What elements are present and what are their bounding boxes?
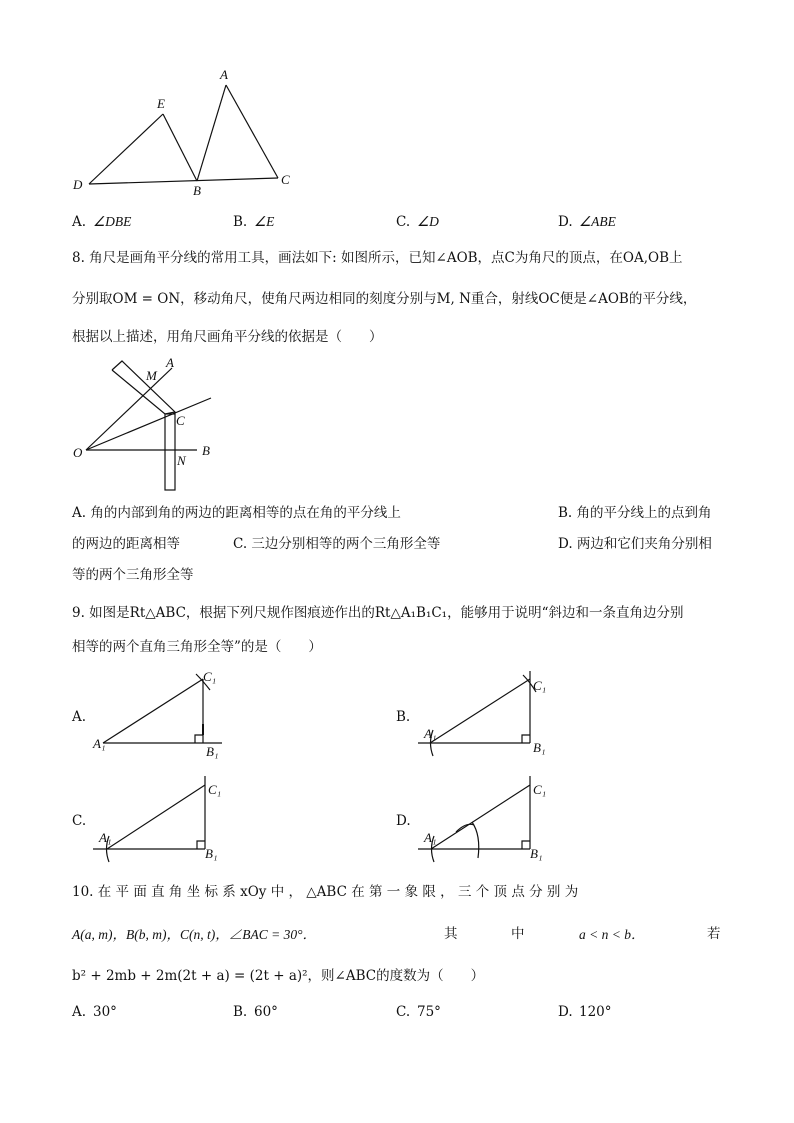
q9-option-d-letter: D. — [396, 813, 411, 829]
q10-option-a-text: 30° — [93, 1004, 117, 1020]
q9-a-label-c1: C₁ — [203, 669, 217, 684]
fig8-label-C: C — [176, 413, 185, 428]
q8-option-d-part2: 等的两个三角形全等 — [72, 567, 194, 583]
q8-option-c: C. 三边分别相等的两个三角形全等 — [233, 536, 441, 552]
q7-option-c-letter: C. — [396, 214, 411, 230]
q10-stem-line3: b² + 2mb + 2m(2t + a) = (2t + a)²，则∠ABC的度数为（ ） — [72, 968, 485, 984]
q10-option-d-text: 120° — [579, 1004, 612, 1020]
q10-option-a-letter: A. — [72, 1004, 87, 1020]
q9-option-b-letter: B. — [396, 709, 411, 725]
q9-c-label-c1: C₁ — [208, 782, 222, 797]
q7-option-a-text: ∠DBE — [93, 214, 132, 229]
q9-c-label-b1: B₁ — [205, 846, 218, 861]
fig8-label-B: B — [202, 443, 210, 458]
q10-option-b-text: 60° — [254, 1004, 278, 1020]
q10-stem-line2-inequality: a < n < b． — [579, 927, 645, 942]
fig7-label-A: A — [220, 67, 228, 82]
q8-option-b-part2: 的两边的距离相等 — [72, 536, 180, 552]
q9-c-label-a1: A₁ — [99, 830, 112, 845]
q9-d-label-b1: B₁ — [530, 846, 543, 861]
fig8-label-A: A — [166, 355, 174, 370]
q7-option-a-letter: A. — [72, 214, 87, 230]
q7-option-d-letter: D. — [558, 214, 573, 230]
q9-b-label-a1: A₁ — [424, 726, 437, 741]
q10-stem-line2-ruo: 若 — [707, 926, 721, 942]
q9-stem-line2: 相等的两个直角三角形全等”的是（ ） — [72, 639, 322, 655]
q9-a-label-b1: B₁ — [206, 744, 219, 759]
fig8-label-M: M — [146, 368, 157, 383]
fig8-label-O: O — [73, 445, 83, 460]
q7-option-b-letter: B. — [233, 214, 248, 230]
q9-b-label-b1: B₁ — [533, 740, 546, 755]
q10-stem-line2-points: A(a, m)，B(b, m)，C(n, t)，∠BAC = 30°． — [72, 927, 316, 942]
q7-option-d-text: ∠ABE — [579, 214, 616, 229]
q9-b-label-c1: C₁ — [533, 678, 547, 693]
q10-option-c-text: 75° — [417, 1004, 441, 1020]
fig7-label-D: D — [73, 177, 83, 192]
q7-option-b-text: ∠E — [254, 214, 275, 229]
q10-stem-line1: 10. 在 平 面 直 角 坐 标 系 xOy 中 ， △ABC 在 第 一 象 限 ， 三 个 顶 点 分 别 为 — [72, 884, 579, 900]
fig8-label-N: N — [177, 453, 186, 468]
q8-option-b-part1: B. 角的平分线上的点到角 — [558, 505, 712, 521]
q10-stem-line2-zhong: 中 — [511, 926, 525, 942]
q9-a-label-a1: A₁ — [93, 736, 106, 751]
q9-option-a-letter: A. — [72, 709, 87, 725]
q10-option-d-letter: D. — [558, 1004, 573, 1020]
q9-d-label-c1: C₁ — [533, 782, 547, 797]
fig7-label-B: B — [193, 183, 201, 198]
q9-option-c-letter: C. — [72, 813, 87, 829]
q8-stem-line2: 分别取OM = ON，移动角尺，使角尺两边相同的刻度分别与M, N重合，射线OC便是∠AOB的平分线， — [72, 291, 697, 307]
q8-stem-line1: 8. 角尺是画角平分线的常用工具，画法如下: 如图所示，已知∠AOB，点C为角尺的顶点，在OA,OB上 — [72, 250, 683, 266]
fig7-label-E: E — [157, 96, 165, 111]
q10-option-c-letter: C. — [396, 1004, 411, 1020]
q9-stem-line1: 9. 如图是Rt△ABC，根据下列尺规作图痕迹作出的Rt△A₁B₁C₁，能够用于说明“斜边和一条直角边分别 — [72, 605, 684, 621]
q8-stem-line3: 根据以上描述，用角尺画角平分线的依据是（ ） — [72, 329, 383, 345]
q10-stem-line2-qi: 其 — [444, 926, 458, 942]
q8-option-d-part1: D. 两边和它们夹角分别相 — [558, 536, 712, 552]
q8-option-a: A. 角的内部到角的两边的距离相等的点在角的平分线上 — [72, 505, 401, 521]
fig7-label-C: C — [281, 172, 290, 187]
q9-d-label-a1: A₁ — [424, 830, 437, 845]
q10-option-b-letter: B. — [233, 1004, 248, 1020]
q7-option-c-text: ∠D — [417, 214, 439, 229]
